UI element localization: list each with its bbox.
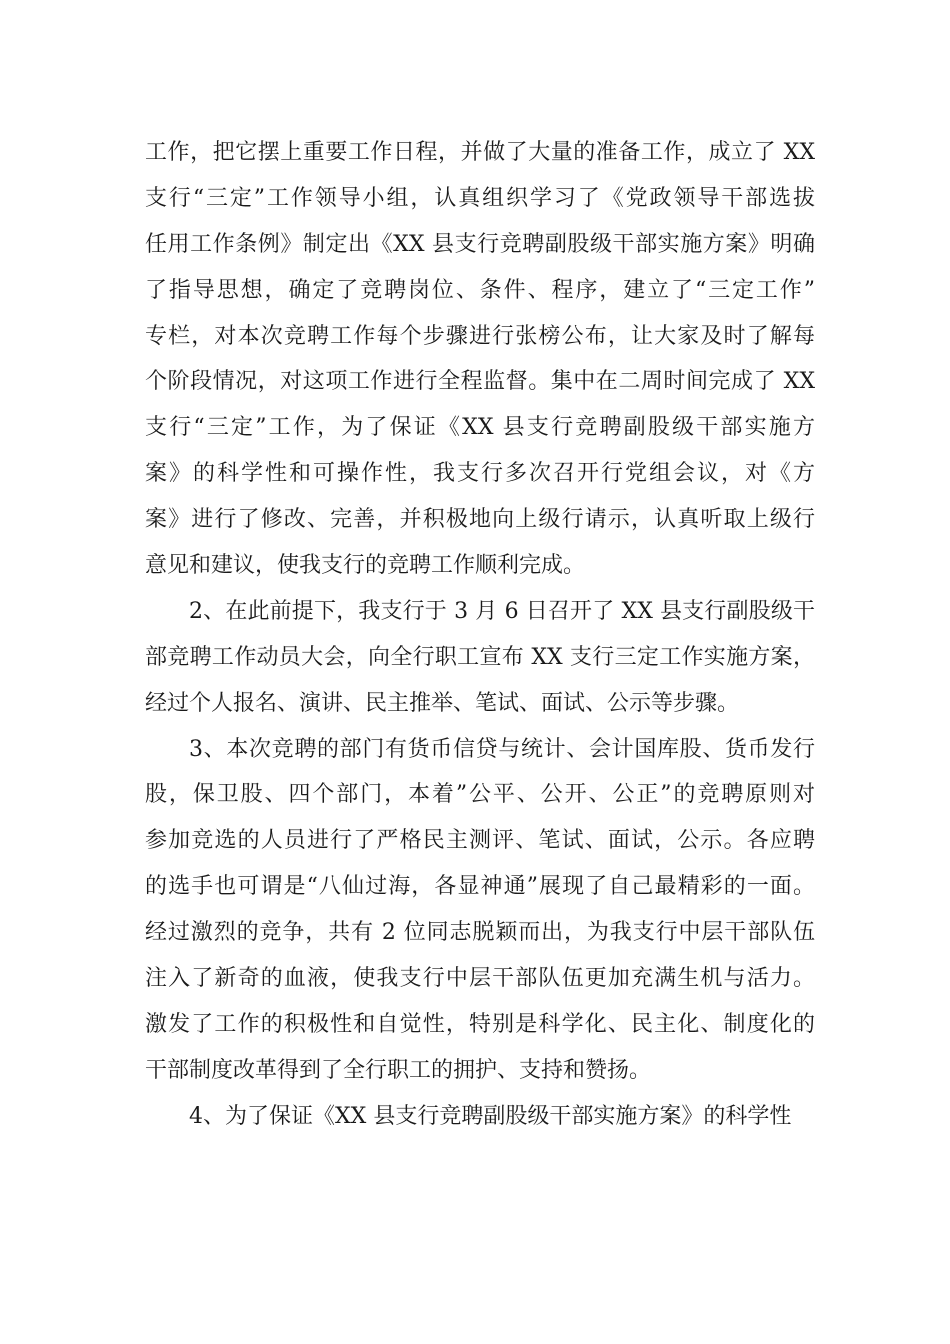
text-line: 经过激烈的竞争，共有 2 位同志脱颖而出，为我支行中层干部队伍 xyxy=(145,920,815,946)
text-line: 激发了工作的积极性和自觉性，特别是科学化、民主化、制度化的 xyxy=(145,1011,815,1037)
text-line: 2、在此前提下，我支行于 3 月 6 日召开了 XX 县支行副股级干 xyxy=(189,598,815,624)
text-line: 专栏，对本次竞聘工作每个步骤进行张榜公布，让大家及时了解每 xyxy=(145,323,815,349)
text-line: 意见和建议，使我支行的竞聘工作顺利完成。 xyxy=(145,553,586,579)
text-line: 任用工作条例》制定出《XX 县支行竞聘副股级干部实施方案》明确 xyxy=(145,231,815,257)
text-line: 个阶段情况，对这项工作进行全程监督。集中在二周时间完成了 XX xyxy=(145,369,815,395)
text-line: 支行“三定”工作领导小组，认真组织学习了《党政领导干部选拔 xyxy=(145,185,815,211)
text-line: 案》的科学性和可操作性，我支行多次召开行党组会议，对《方 xyxy=(145,461,815,487)
text-line: 4、为了保证《XX 县支行竞聘副股级干部实施方案》的科学性 xyxy=(189,1103,792,1129)
text-line: 股，保卫股、四个部门，本着”公平、公开、公正”的竞聘原则对 xyxy=(145,782,815,808)
text-line: 了指导思想，确定了竞聘岗位、条件、程序，建立了“三定工作” xyxy=(145,277,815,303)
text-line: 工作，把它摆上重要工作日程，并做了大量的准备工作，成立了 XX xyxy=(145,140,815,165)
text-line: 经过个人报名、演讲、民主推举、笔试、面试、公示等步骤。 xyxy=(145,690,740,716)
text-line: 3、本次竞聘的部门有货币信贷与统计、会计国库股、货币发行 xyxy=(189,736,815,762)
document-body xyxy=(145,130,815,1140)
text-line: 参加竞选的人员进行了严格民主测评、笔试、面试，公示。各应聘 xyxy=(145,828,815,854)
text-line: 支行“三定”工作，为了保证《XX 县支行竞聘副股级干部实施方 xyxy=(145,415,815,441)
text-line: 案》进行了修改、完善，并积极地向上级行请示，认真听取上级行 xyxy=(145,507,815,533)
text-line: 的选手也可谓是“八仙过海，各显神通”展现了自己最精彩的一面。 xyxy=(145,874,815,900)
text-line: 注入了新奇的血液，使我支行中层干部队伍更加充满生机与活力。 xyxy=(145,966,815,992)
text-line: 部竞聘工作动员大会，向全行职工宣布 XX 支行三定工作实施方案， xyxy=(145,644,815,670)
text-line: 干部制度改革得到了全行职工的拥护、支持和赞扬。 xyxy=(145,1057,652,1083)
